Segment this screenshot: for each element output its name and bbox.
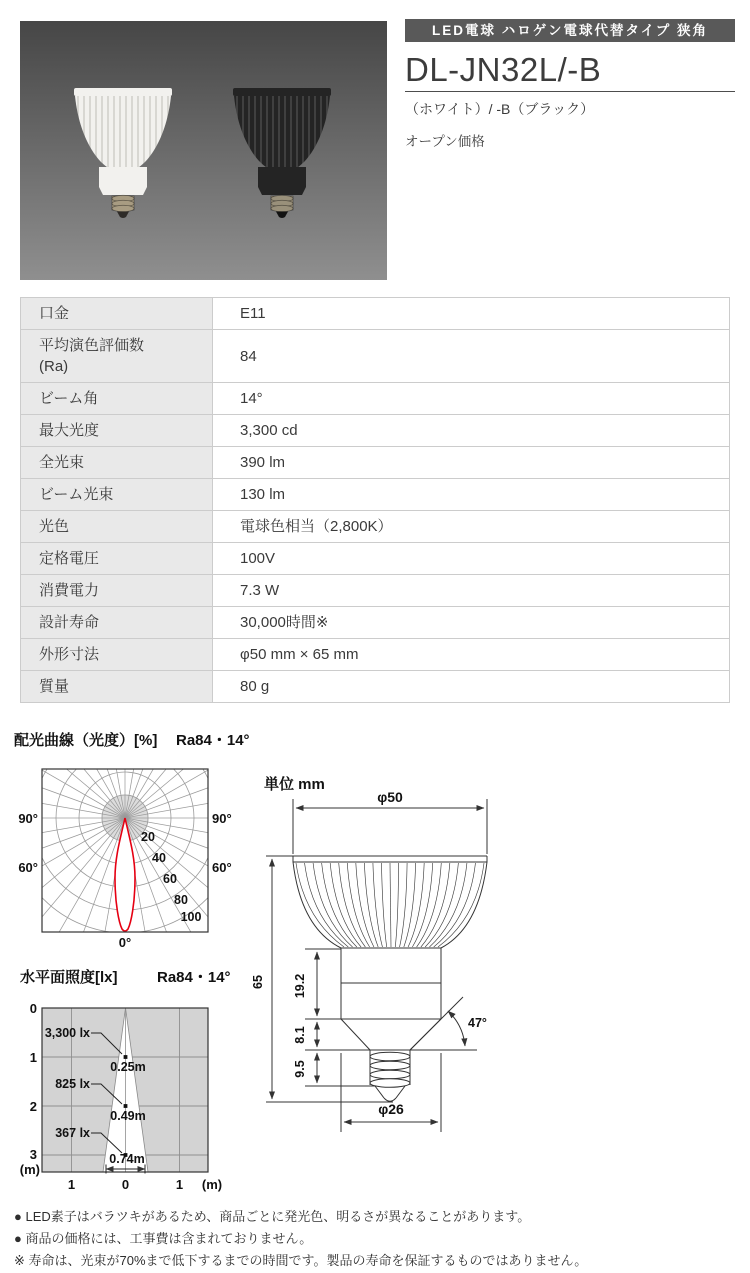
footnote-line: ● 商品の価格には、工事費は含まれておりません。 xyxy=(14,1231,313,1246)
spec-value: 130 lm xyxy=(213,479,730,511)
spec-row xyxy=(21,671,730,703)
angle-label-60-left: 60° xyxy=(18,860,38,875)
angle-label-90-left: 90° xyxy=(18,811,38,826)
black-bulb-image xyxy=(232,83,332,218)
spec-row xyxy=(21,479,730,511)
polar-grid xyxy=(0,720,275,968)
chart-title: 水平面照度[lx] xyxy=(20,969,118,986)
footnote-line: ※ 寿命は、光束が70%まで低下するまでの時間です。製品の寿命を保証するものではありません。 xyxy=(14,1253,588,1268)
header-divider xyxy=(405,91,735,92)
y-tick-0: 0 xyxy=(29,1001,37,1016)
spec-value: 14° xyxy=(213,383,730,415)
diameter-2m: 0.49m xyxy=(110,1109,146,1123)
ring-label-40: 40 xyxy=(152,851,166,865)
spec-label: 口金 xyxy=(21,298,213,330)
spec-row xyxy=(21,511,730,543)
spec-label: 定格電圧 xyxy=(21,543,213,575)
spec-value: 3,300 cd xyxy=(213,415,730,447)
price-label: オープン価格 xyxy=(405,134,485,149)
x-unit: (m) xyxy=(201,1177,223,1192)
spec-value: 80 g xyxy=(213,671,730,703)
angle-label-90-right: 90° xyxy=(212,811,232,826)
spec-row xyxy=(21,415,730,447)
color-variants-label: （ホワイト）/ -B（ブラック） xyxy=(405,101,595,117)
angle-label-60-right: 60° xyxy=(212,860,232,875)
spec-label: 設計寿命 xyxy=(21,607,213,639)
dim-base-diameter: φ26 xyxy=(378,1101,404,1117)
spec-value: 84 xyxy=(213,330,730,383)
footnote-line: ● LED素子はバラツキがあるため、商品ごとに発光色、明るさが異なることがあります。 xyxy=(14,1209,531,1224)
spec-row xyxy=(21,607,730,639)
ring-label-100: 100 xyxy=(180,910,202,924)
dim-angle: 47° xyxy=(468,1016,487,1030)
product-photo xyxy=(20,21,387,280)
ring-label-20: 20 xyxy=(141,830,155,844)
spec-label: 光色 xyxy=(21,511,213,543)
spec-label: ビーム角 xyxy=(21,383,213,415)
spec-value: φ50 mm × 65 mm xyxy=(213,639,730,671)
x-tick-center: 0 xyxy=(121,1177,130,1192)
spec-row xyxy=(21,639,730,671)
spec-label: 外形寸法 xyxy=(21,639,213,671)
unit-label: 単位 mm xyxy=(264,776,325,793)
ring-label-60: 60 xyxy=(163,872,177,886)
illuminance-3m: 367 lx xyxy=(55,1126,90,1140)
diagram-panel xyxy=(0,720,750,1225)
category-badge: LED電球 ハロゲン電球代替タイプ 狭角 xyxy=(405,19,735,42)
y-tick-2: 2 xyxy=(29,1099,37,1114)
diameter-1m: 0.25m xyxy=(110,1060,146,1074)
spec-row xyxy=(21,383,730,415)
footnotes xyxy=(14,1206,740,1272)
spec-row xyxy=(21,575,730,607)
spec-label: 平均演色評価数 (Ra) xyxy=(21,330,213,383)
spec-value: 30,000時間※ xyxy=(213,607,730,639)
spec-label: 質量 xyxy=(21,671,213,703)
spec-label: 最大光度 xyxy=(21,415,213,447)
spec-label: ビーム光束 xyxy=(21,479,213,511)
x-tick-left: 1 xyxy=(67,1177,76,1192)
spec-row xyxy=(21,298,730,330)
spec-row xyxy=(21,447,730,479)
diameter-3m: 0.74m xyxy=(109,1152,145,1166)
angle-arc xyxy=(448,1011,465,1046)
spec-value: 390 lm xyxy=(213,447,730,479)
spec-row xyxy=(21,543,730,575)
spec-value: 電球色相当（2,800K） xyxy=(213,511,730,543)
model-number: DL-JN32L/-B xyxy=(405,51,602,88)
chart-condition: Ra84・14° xyxy=(176,732,250,749)
product-header xyxy=(405,19,735,150)
illuminance-chart xyxy=(20,968,231,1192)
dim-neck: 19.2 xyxy=(293,973,307,999)
angle-label-0: 0° xyxy=(118,935,132,950)
spec-value: E11 xyxy=(213,298,730,330)
dim-height: 65 xyxy=(251,975,265,989)
white-bulb-image xyxy=(73,83,173,218)
chart-title: 配光曲線（光度）[%] xyxy=(14,732,158,749)
y-tick-3: 3 xyxy=(29,1147,37,1162)
spec-label: 消費電力 xyxy=(21,575,213,607)
reflector-ribs xyxy=(296,863,484,947)
screw-threads xyxy=(370,1052,410,1087)
dim-screw: 9.5 xyxy=(293,1060,307,1078)
x-tick-right: 1 xyxy=(175,1177,184,1192)
spec-label: 全光束 xyxy=(21,447,213,479)
y-tick-1: 1 xyxy=(29,1050,37,1065)
spec-row xyxy=(21,330,730,383)
y-unit: (m) xyxy=(19,1162,40,1177)
illuminance-1m: 3,300 lx xyxy=(44,1026,90,1040)
beam-distribution-chart xyxy=(0,720,275,968)
illuminance-2m: 825 lx xyxy=(55,1077,90,1091)
spec-value: 100V xyxy=(213,543,730,575)
dim-diameter: φ50 xyxy=(377,789,403,805)
dim-taper: 8.1 xyxy=(293,1026,307,1044)
dimension-diagram xyxy=(251,775,487,1132)
ring-label-80: 80 xyxy=(174,893,188,907)
spec-table xyxy=(20,297,730,703)
chart-condition: Ra84・14° xyxy=(157,969,231,986)
spec-value: 7.3 W xyxy=(213,575,730,607)
